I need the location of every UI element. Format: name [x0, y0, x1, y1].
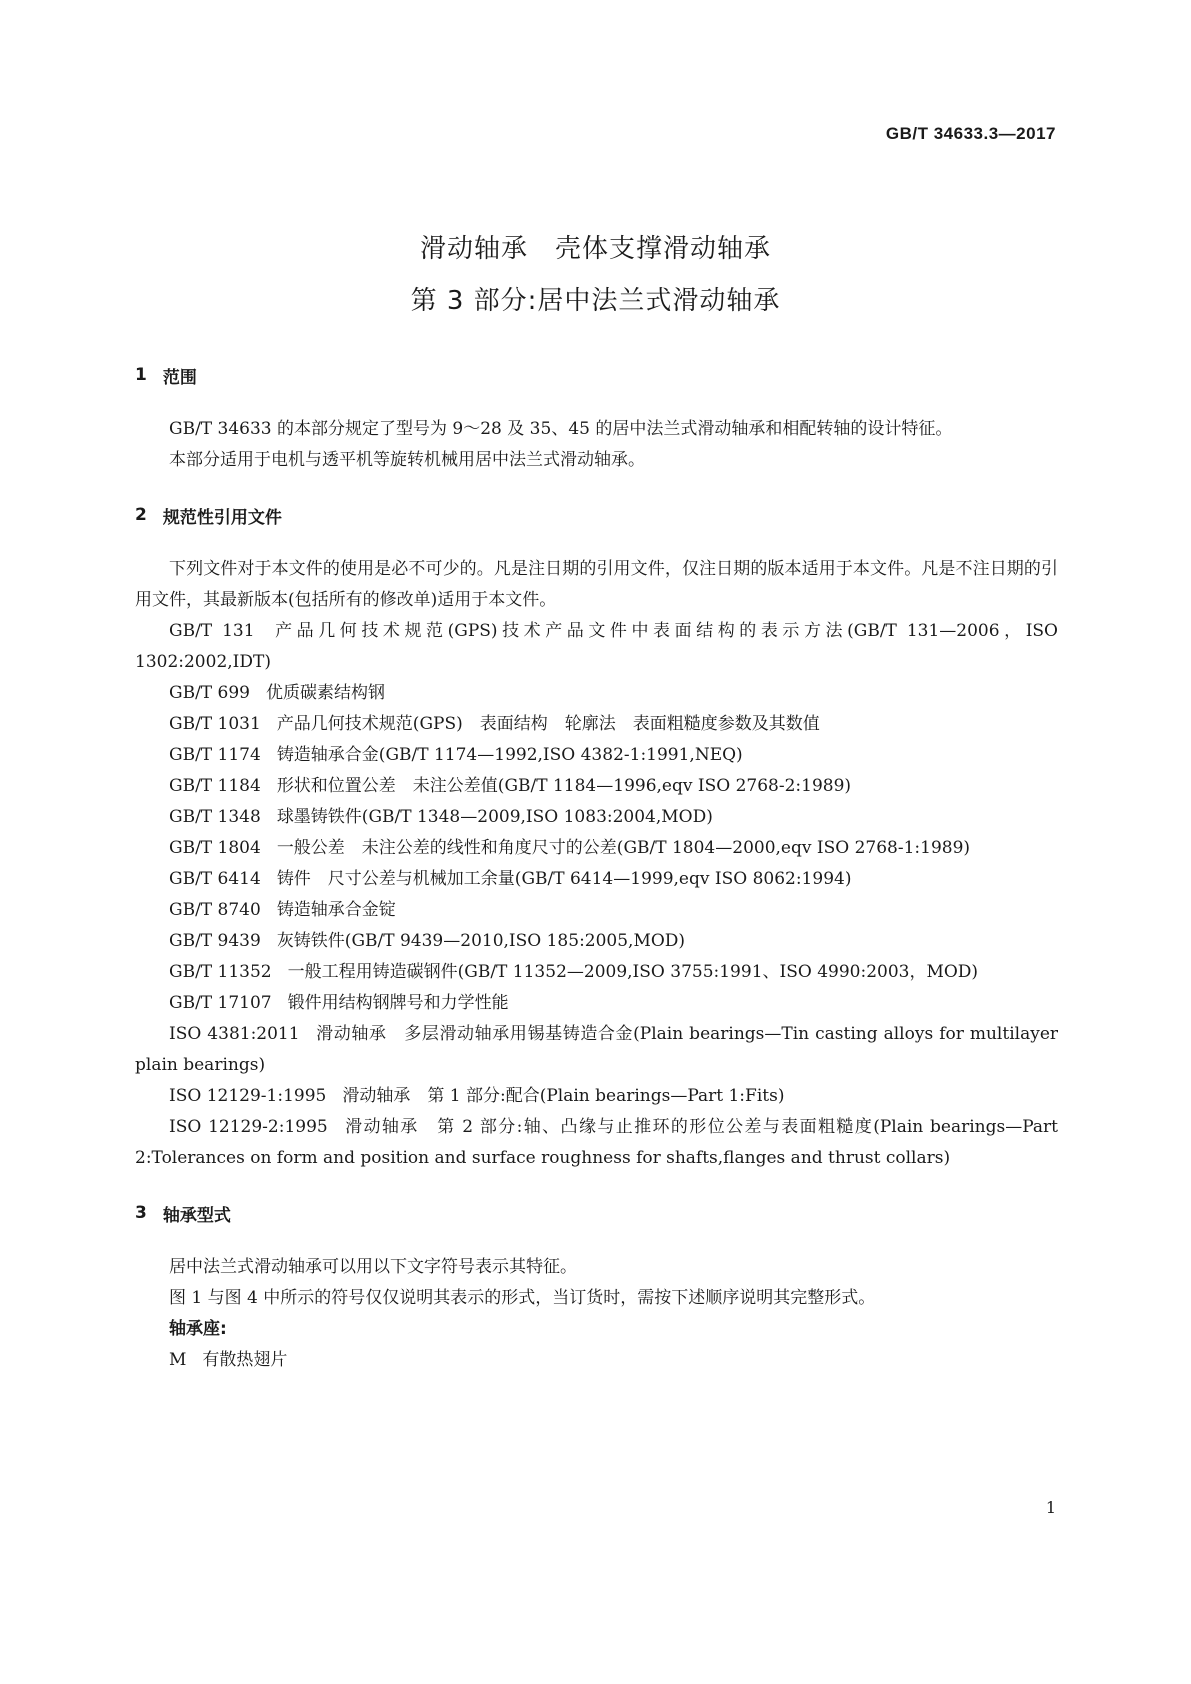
reference-text: 铸造轴承合金(GB/T 1174—1992,ISO 4382-1:1991,NEQ)	[276, 745, 743, 765]
reference-text: 滑动轴承 第 1 部分:配合(Plain bearings—Part 1:Fits)	[342, 1086, 785, 1106]
reference-code: GB/T 1031	[169, 714, 261, 734]
reference-text: 锻件用结构钢牌号和力学性能	[287, 993, 509, 1013]
section-3-heading	[135, 1198, 1058, 1228]
reference-code: ISO 12129-2:1995	[169, 1117, 328, 1137]
page-number: 1	[1045, 1498, 1056, 1517]
reference-item	[135, 833, 1058, 864]
section-1-heading	[135, 360, 1058, 390]
reference-item	[135, 740, 1058, 771]
section-2-heading	[135, 500, 1058, 530]
symbol-item	[135, 1345, 1058, 1376]
title-line-2: 第 3 部分:居中法兰式滑动轴承	[410, 286, 781, 316]
bearing-housing-label: 轴承座:	[169, 1319, 227, 1339]
reference-code: ISO 12129-1:1995	[169, 1086, 327, 1106]
reference-item	[135, 802, 1058, 833]
paragraph: GB/T 34633 的本部分规定了型号为 9～28 及 35、45 的居中法兰式滑动轴承和相配转轴的设计特征。	[169, 419, 953, 439]
reference-code: GB/T 6414	[169, 869, 261, 889]
standard-code: GB/T 34633.3—2017	[885, 124, 1056, 143]
reference-code: GB/T 1184	[169, 776, 261, 796]
document-body	[135, 360, 1058, 1376]
reference-text: 球墨铸铁件(GB/T 1348—2009,ISO 1083:2004,MOD)	[276, 807, 713, 827]
section-title: 范围	[162, 367, 197, 388]
reference-code: GB/T 131	[169, 621, 255, 641]
reference-item	[135, 957, 1058, 988]
reference-text: 产品几何技术规范(GPS) 表面结构 轮廓法 表面粗糙度参数及其数值	[276, 714, 820, 734]
reference-text: 优质碳素结构钢	[266, 683, 385, 703]
reference-item	[135, 771, 1058, 802]
paragraph: 本部分适用于电机与透平机等旋转机械用居中法兰式滑动轴承。	[169, 450, 645, 470]
reference-item	[135, 864, 1058, 895]
reference-text: 灰铸铁件(GB/T 9439—2010,ISO 185:2005,MOD)	[276, 931, 686, 951]
section-title: 规范性引用文件	[162, 507, 282, 528]
symbol-code: M	[169, 1350, 187, 1370]
reference-item	[135, 926, 1058, 957]
reference-code: GB/T 8740	[169, 900, 261, 920]
reference-text: 铸件 尺寸公差与机械加工余量(GB/T 6414—1999,eqv ISO 8062:1994)	[276, 869, 852, 889]
title-line-1: 滑动轴承 壳体支撑滑动轴承	[419, 234, 771, 264]
reference-code: GB/T 11352	[169, 962, 272, 982]
reference-item	[135, 678, 1058, 709]
reference-item	[135, 895, 1058, 926]
reference-text: 铸造轴承合金锭	[276, 900, 396, 920]
reference-text: 形状和位置公差 未注公差值(GB/T 1184—1996,eqv ISO 2768-2:1989)	[276, 776, 852, 796]
section-number: 2	[135, 505, 147, 525]
reference-code: GB/T 1348	[169, 807, 261, 827]
reference-text: 滑动轴承 第 2 部分:轴、凸缘与止推环的形位公差与表面粗糙度(Plain bearings—Part 2:Tolerances on form and position and surface roughness for shafts,flanges and thrust collars)	[135, 1117, 1058, 1168]
reference-item	[135, 1112, 1058, 1174]
reference-code: GB/T 9439	[169, 931, 261, 951]
section-number: 1	[135, 365, 147, 385]
section-title: 轴承型式	[162, 1205, 231, 1226]
paragraph: 下列文件对于本文件的使用是必不可少的。凡是注日期的引用文件，仅注日期的版本适用于本文件。凡是不注日期的引用文件，其最新版本(包括所有的修改单)适用于本文件。	[135, 559, 1058, 610]
paragraph: 图 1 与图 4 中所示的符号仅仅说明其表示的形式，当订货时，需按下述顺序说明其完整形式。	[169, 1288, 876, 1308]
paragraph: 居中法兰式滑动轴承可以用以下文字符号表示其特征。	[169, 1257, 577, 1277]
reference-item	[135, 1019, 1058, 1081]
reference-text: 一般公差 未注公差的线性和角度尺寸的公差(GB/T 1804—2000,eqv ISO 2768-1:1989)	[276, 838, 971, 858]
reference-text: 产品几何技术规范(GPS)技术产品文件中表面结构的表示方法(GB/T 131—2006，ISO 1302:2002,IDT)	[135, 621, 1058, 672]
reference-code: GB/T 1174	[169, 745, 261, 765]
reference-code: GB/T 699	[169, 683, 250, 703]
reference-text: 滑动轴承 多层滑动轴承用锡基铸造合金(Plain bearings—Tin casting alloys for multilayer plain bearings)	[135, 1024, 1058, 1075]
symbol-text: 有散热翅片	[202, 1350, 288, 1370]
reference-item	[135, 709, 1058, 740]
reference-code: ISO 4381:2011	[169, 1024, 300, 1044]
reference-item	[135, 988, 1058, 1019]
reference-item	[135, 1081, 1058, 1112]
document-title	[0, 223, 1191, 327]
reference-code: GB/T 1804	[169, 838, 261, 858]
section-number: 3	[135, 1203, 147, 1223]
reference-item	[135, 616, 1058, 678]
reference-code: GB/T 17107	[169, 993, 272, 1013]
reference-text: 一般工程用铸造碳钢件(GB/T 11352—2009,ISO 3755:1991、ISO 4990:2003，MOD)	[287, 962, 979, 982]
